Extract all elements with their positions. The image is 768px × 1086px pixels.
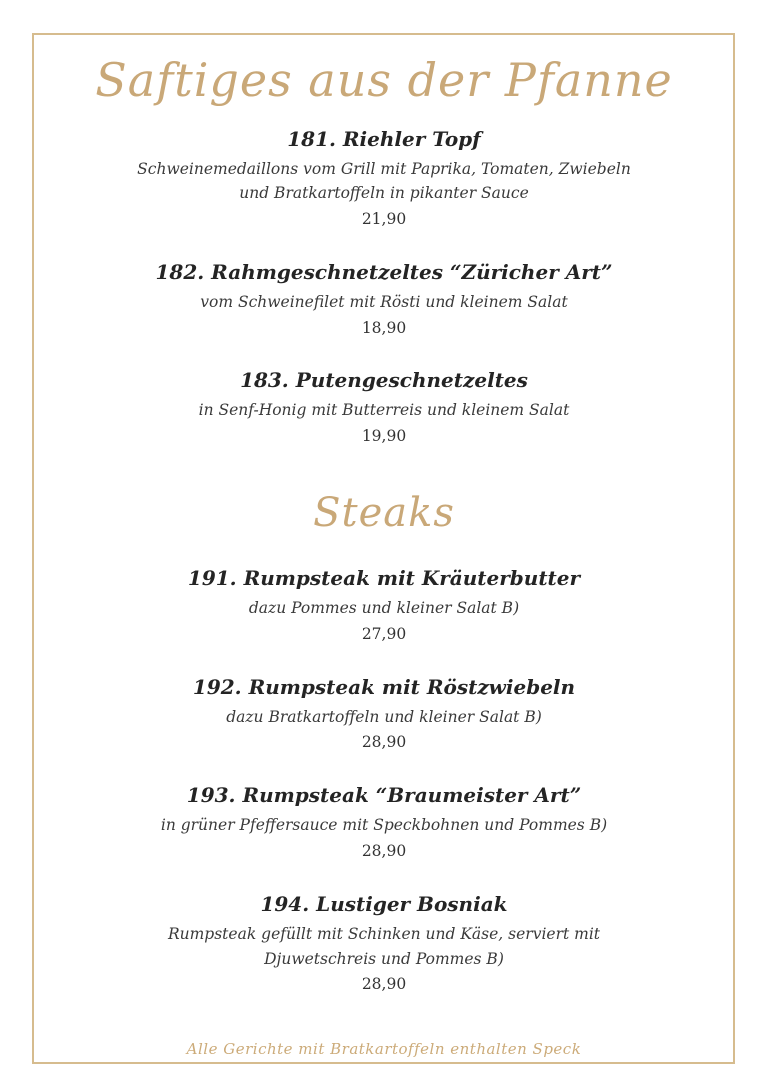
- item-price: 28,90: [361, 975, 407, 994]
- menu-item-193: [84, 782, 684, 864]
- item-title: 194. Lustiger Bosniak: [260, 891, 508, 916]
- item-description-line: und Bratkartoffeln in pikanter Sauce: [239, 184, 529, 203]
- item-description-line: vom Schweinefilet mit Rösti und kleinem Salat: [200, 292, 568, 311]
- item-title: 192. Rumpsteak mit Röstzwiebeln: [192, 674, 576, 699]
- item-title: 183. Putengeschnetzeltes: [240, 368, 528, 393]
- item-description-line: dazu Bratkartoffeln und kleiner Salat B): [226, 707, 542, 726]
- menu-item-192: [84, 674, 684, 756]
- item-description-line: dazu Pommes und kleiner Salat B): [248, 599, 520, 618]
- item-title: 182. Rahmgeschnetzeltes “Züricher Art”: [155, 259, 613, 284]
- footer-note: Alle Gerichte mit Bratkartoffeln enthalten Speck: [186, 1040, 582, 1058]
- item-description-line: in grüner Pfeffersauce mit Speckbohnen und Pommes B): [160, 816, 608, 835]
- item-description-line: in Senf-Honig mit Butterreis und kleinem Salat: [198, 401, 570, 420]
- item-description-line: Djuwetschreis und Pommes B): [264, 949, 504, 968]
- menu-item-181: [84, 126, 684, 232]
- section-heading-steaks: Steaks: [313, 490, 455, 537]
- item-title: 181. Riehler Topf: [287, 126, 481, 151]
- item-price: 21,90: [361, 210, 407, 229]
- menu-item-183: [84, 367, 684, 449]
- item-price: 28,90: [361, 733, 407, 752]
- item-description-line: Schweinemedaillons vom Grill mit Paprika, Tomaten, Zwiebeln: [137, 159, 631, 178]
- item-price: 28,90: [361, 842, 407, 861]
- item-title: 193. Rumpsteak “Braumeister Art”: [186, 783, 582, 808]
- menu-item-191: [84, 565, 684, 647]
- item-price: 18,90: [361, 318, 407, 337]
- item-price: 27,90: [361, 624, 407, 643]
- section-heading-pfanne: Saftiges aus der Pfanne: [95, 53, 673, 107]
- menu-item-182: [84, 259, 684, 341]
- item-price: 19,90: [361, 427, 407, 446]
- item-title: 191. Rumpsteak mit Kräuterbutter: [187, 566, 581, 591]
- menu-content: [60, 0, 708, 1024]
- item-description-line: Rumpsteak gefüllt mit Schinken und Käse, serviert mit: [167, 924, 601, 943]
- menu-item-194: [84, 891, 684, 997]
